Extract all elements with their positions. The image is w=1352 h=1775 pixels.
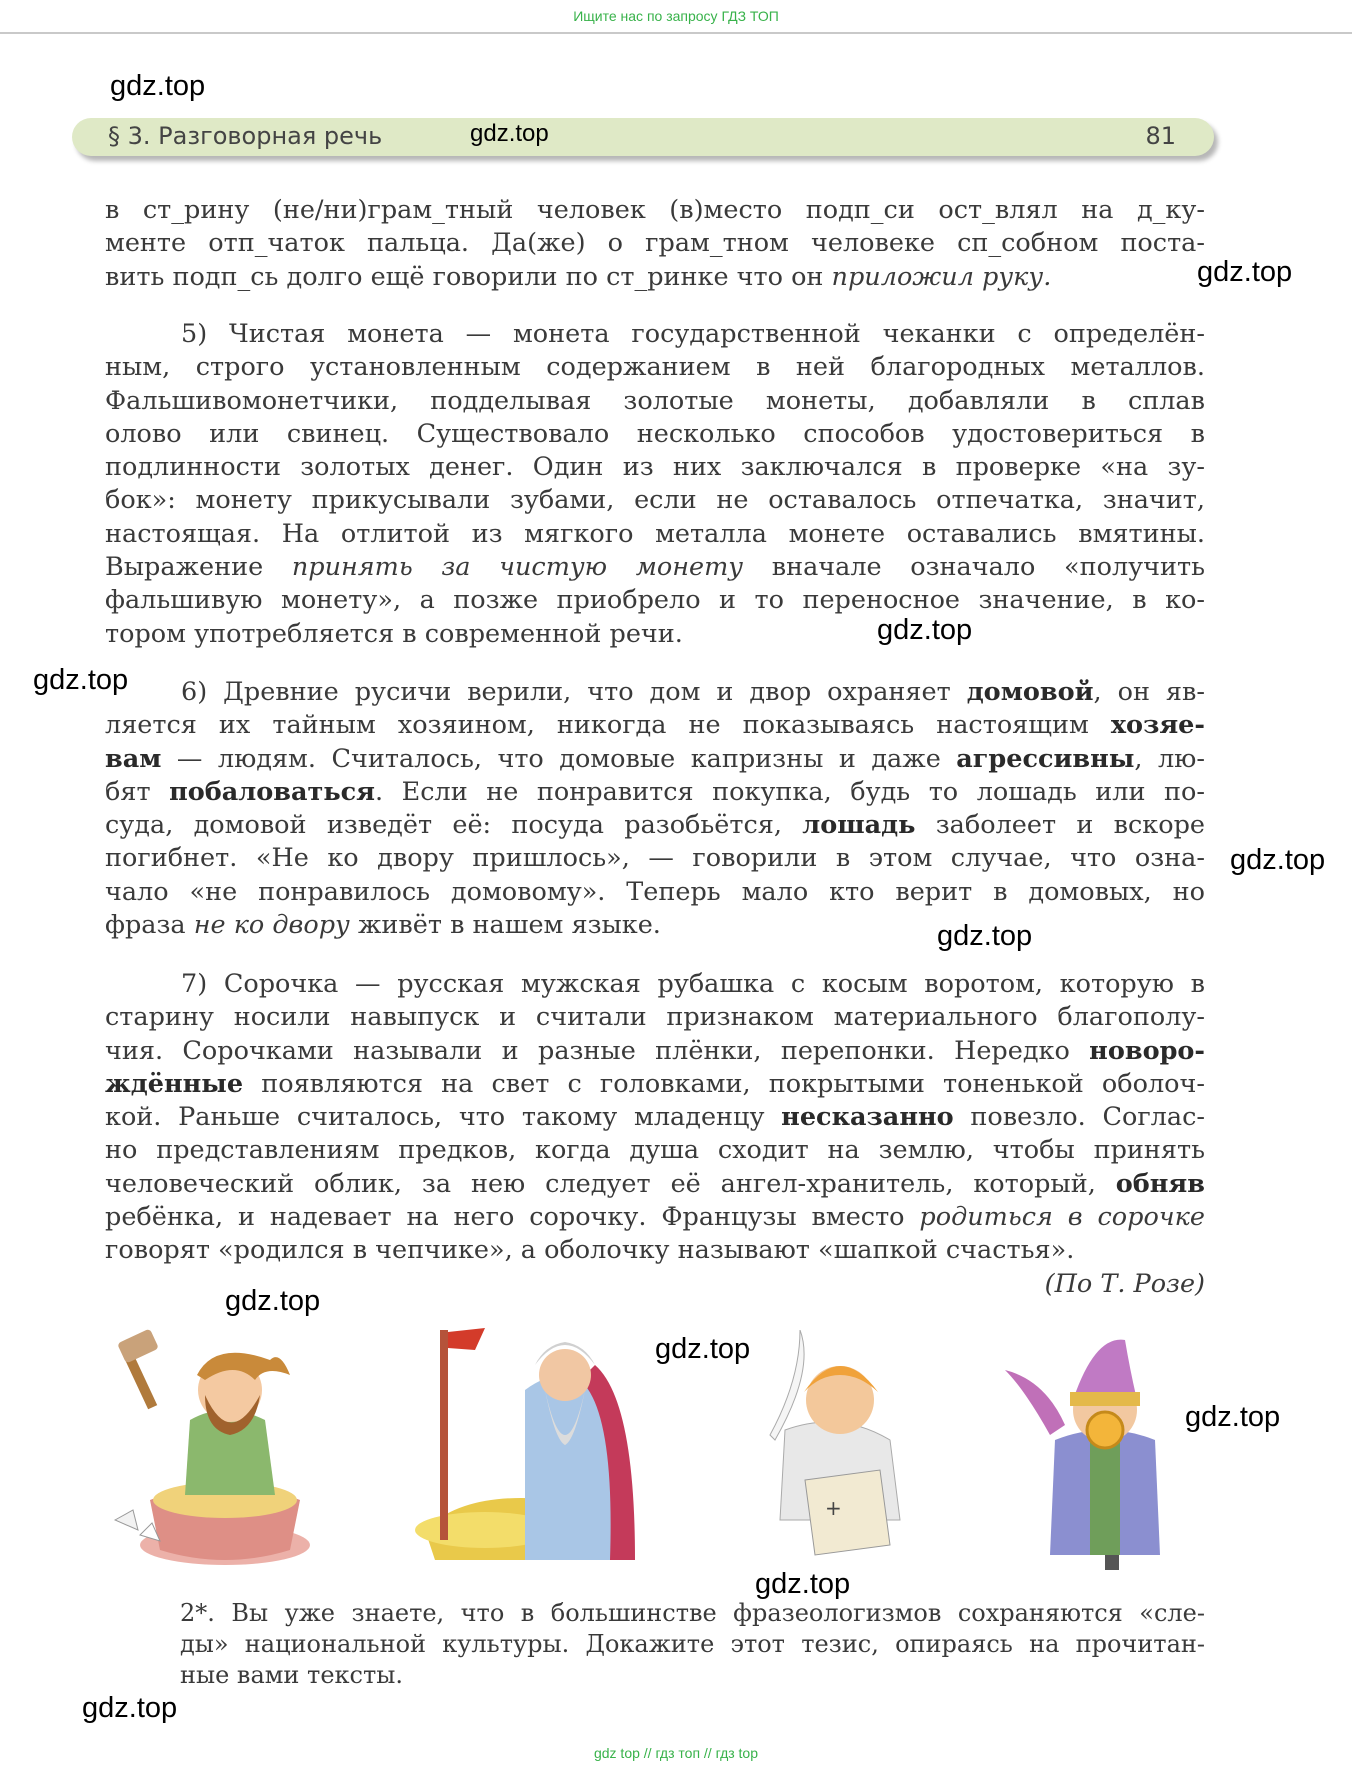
text-line: ным, строго установленным содержанием в ней благородных металлов.	[105, 352, 1205, 383]
text-line: но представлениям предков, когда душа сходит на землю, чтобы принять	[105, 1135, 1205, 1166]
paragraph-continuation	[105, 194, 1205, 294]
text-line	[105, 318, 1205, 351]
text-line: ды» национальной культуры. Докажите этот тезис, опираясь на прочитан-	[180, 1630, 1205, 1658]
text-line	[105, 743, 1205, 776]
bold-word: новоро-	[1089, 1035, 1205, 1066]
watermark: gdz.top	[877, 614, 973, 646]
search-hint-text: Ищите нас по запросу ГДЗ ТОП	[573, 8, 779, 24]
search-hint-banner	[0, 0, 1352, 34]
text-run: бят	[105, 776, 170, 807]
watermark: gdz.top	[937, 920, 1033, 952]
text-line: Фальшивомонетчики, подделывая золотые монеты, добавляли в сплав	[105, 385, 1205, 416]
watermark: gdz.top	[1230, 844, 1326, 876]
text-line: ные вами тексты.	[180, 1661, 403, 1689]
illustration-alchemist	[405, 1320, 655, 1570]
text-run: 7) Сорочка — русская мужская рубашка с косым воротом, которую в	[181, 969, 1205, 999]
text-line	[105, 1035, 1205, 1068]
watermark: gdz.top	[470, 120, 549, 147]
text-run: ляется их тайным хозяином, никогда не показываясь настоящим	[105, 710, 1111, 741]
text-line	[105, 776, 1205, 809]
bold-word: хозяе-	[1110, 710, 1205, 741]
text-run: . Если не понравится покупка, будь то лошадь или по-	[375, 776, 1205, 807]
italic-phrase: родиться в сорочке	[919, 1202, 1205, 1233]
paragraph-5	[105, 318, 1205, 651]
source-text: (По Т. Розе)	[1044, 1268, 1205, 1299]
text-line	[105, 676, 1205, 709]
watermark: gdz.top	[655, 1333, 751, 1365]
text-line: олово или свинец. Существовало несколько способов удостовериться в	[105, 418, 1205, 449]
watermark: gdz.top	[82, 1692, 178, 1724]
text-line: 2*. Вы уже знаете, что в большинстве фразеологизмов сохраняются «сле-	[180, 1599, 1205, 1627]
bold-word: побаловаться	[169, 776, 375, 807]
svg-text:+: +	[825, 1496, 842, 1520]
watermark: gdz.top	[755, 1568, 851, 1600]
text-line	[105, 1201, 1205, 1234]
text-run: живёт в нашем языке.	[349, 910, 661, 941]
text-line	[105, 709, 1205, 742]
text-line: старину носили навыпуск и считали признаком материального благополу-	[105, 1002, 1205, 1033]
text-line: погибнет. «Не ко двору пришлось», — говорили в этом случае, что озна-	[105, 843, 1205, 874]
section-title: § 3. Разговорная речь	[108, 122, 383, 150]
text-run: появляются на свет с головками, покрытыми тоненькой оболоч-	[243, 1068, 1205, 1099]
text-run: фраза	[105, 910, 194, 941]
illustration-merchant	[1005, 1330, 1205, 1570]
text-line: чало «не понравилось домовому». Теперь мало кто верит в домовых, но	[105, 876, 1205, 907]
text-line	[105, 1068, 1205, 1101]
text-run: 6) Древние русичи верили, что дом и двор охраняет	[181, 677, 967, 707]
watermark: gdz.top	[1185, 1401, 1281, 1433]
page-header	[72, 118, 1214, 156]
text-run: человеческий облик, за нею следует её ангел-хранитель, который,	[105, 1168, 1116, 1199]
text-run: , он яв-	[1093, 677, 1205, 707]
bold-word: вам	[105, 743, 162, 774]
watermark: gdz.top	[1197, 256, 1293, 288]
text-line	[105, 968, 1205, 1001]
text-run: 5) Чистая монета — монета государственной чеканки с определён-	[181, 319, 1205, 349]
text-run: Выражение	[105, 552, 292, 583]
task-2	[180, 1598, 1205, 1691]
text-line: тором употребляется в современной речи.	[105, 618, 683, 649]
text-run: — людям. Считалось, что домовые капризны и даже	[161, 743, 957, 774]
bold-word: домовой	[966, 677, 1094, 707]
text-run: повезло. Соглас-	[953, 1102, 1205, 1133]
text-line: в ст_рину (не/ни)грам_тный человек (в)место подп_си ост_влял на д_ку-	[105, 195, 1205, 225]
text-line: менте отп_чаток пальца. Да(же) о грам_тном человеке сп_собном поста-	[105, 228, 1205, 259]
page-number: 81	[1145, 122, 1176, 150]
text-run: ребёнка, и надевает на него сорочку. Французы вместо	[105, 1202, 920, 1233]
text-line	[105, 809, 1205, 842]
text-line: настоящая. На отлитой из мягкого металла монете оставались вмятины.	[105, 518, 1205, 549]
paragraph-6	[105, 676, 1205, 942]
text-run: вить подп_сь долго ещё говорили по ст_ринке что он	[105, 261, 832, 292]
text-run: суда, домовой изведёт её: посуда разобьётся,	[105, 810, 803, 841]
illustration-scribe	[730, 1330, 920, 1560]
illustration-domovoi	[105, 1320, 340, 1570]
footer-text: gdz top // гдз топ // гдз top	[593, 1745, 759, 1761]
bold-word: несказанно	[781, 1102, 954, 1133]
text-line	[105, 551, 1205, 584]
text-run: вначале означало «получить	[743, 552, 1205, 583]
bold-word: ждённые	[105, 1068, 244, 1099]
text-line	[105, 1168, 1205, 1201]
watermark: gdz.top	[33, 664, 129, 696]
text-run: кой. Раньше считалось, что такому младенцу	[105, 1102, 782, 1133]
paragraph-7	[105, 968, 1205, 1301]
watermark: gdz.top	[225, 1285, 321, 1317]
text-line: говорят «родился в чепчике», а оболочку называют «шапкой счастья».	[105, 1235, 1075, 1266]
text-line	[105, 909, 1205, 942]
text-run: чия. Сорочками называли и разные плёнки, перепонки. Нередко	[105, 1035, 1090, 1066]
italic-phrase: приложил руку.	[831, 261, 1052, 292]
text-run: заболеет и вскоре	[915, 810, 1205, 841]
bold-word: лошадь	[802, 810, 916, 841]
bold-word: агрессивны	[956, 743, 1135, 774]
text-line: бок»: монету прикусывали зубами, если не оставалось отпечатка, значит,	[105, 485, 1205, 516]
text-line	[105, 261, 1205, 294]
bold-word: обняв	[1115, 1168, 1205, 1199]
text-line: подлинности золотых денег. Один из них заключался в проверке «на зу-	[105, 452, 1205, 483]
italic-phrase: не ко двору	[193, 910, 350, 941]
text-line	[105, 1101, 1205, 1134]
watermark: gdz.top	[110, 70, 206, 102]
text-line: фальшивую монету», а позже приобрело и то переносное значение, в ко-	[105, 585, 1205, 616]
italic-phrase: принять за чистую монету	[291, 552, 744, 583]
text-run: , лю-	[1134, 743, 1205, 774]
